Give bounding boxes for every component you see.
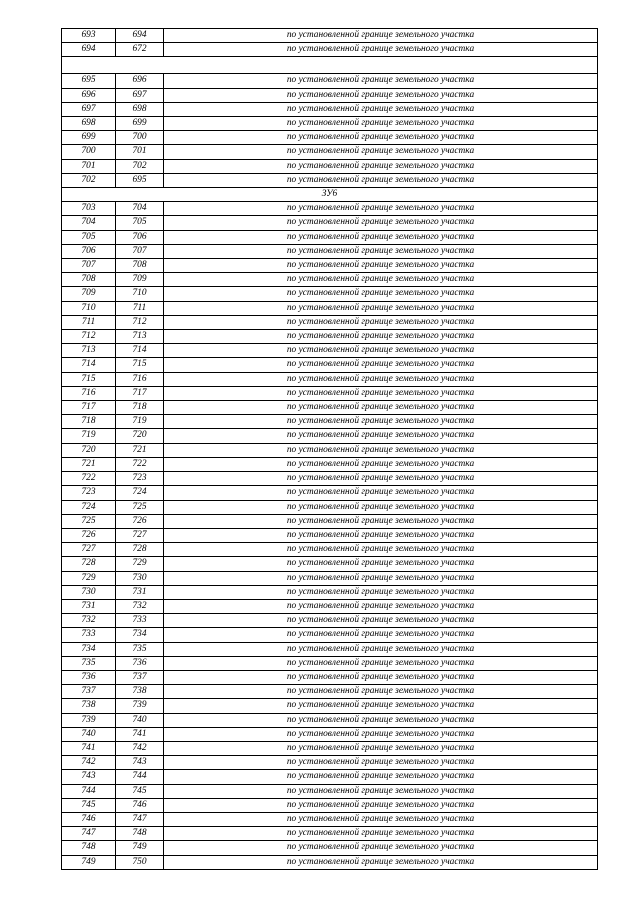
section-row [62, 57, 598, 74]
table-row [62, 741, 598, 755]
point-from-cell: 705 [62, 230, 116, 244]
point-to-cell: 722 [116, 457, 164, 471]
table-row [62, 784, 598, 798]
point-from-cell: 715 [62, 372, 116, 386]
table-row [62, 670, 598, 684]
boundary-description-cell: по установленной границе земельного участка [164, 827, 598, 841]
point-to-cell: 707 [116, 244, 164, 258]
point-to-cell: 732 [116, 599, 164, 613]
point-to-cell: 695 [116, 173, 164, 187]
boundary-description-cell: по установленной границе земельного участка [164, 798, 598, 812]
table-row [62, 543, 598, 557]
point-to-cell: 740 [116, 713, 164, 727]
boundary-description-cell: по установленной границе земельного участка [164, 43, 598, 57]
point-from-cell: 732 [62, 614, 116, 628]
point-to-cell: 702 [116, 159, 164, 173]
table-row [62, 415, 598, 429]
point-to-cell: 708 [116, 259, 164, 273]
point-from-cell: 724 [62, 500, 116, 514]
table-row [62, 699, 598, 713]
table-row [62, 827, 598, 841]
boundary-table [61, 28, 598, 870]
table-body [62, 29, 598, 870]
table-row [62, 812, 598, 826]
point-from-cell: 743 [62, 770, 116, 784]
table-row [62, 173, 598, 187]
boundary-description-cell: по установленной границе земельного участка [164, 628, 598, 642]
table-row [62, 29, 598, 43]
point-from-cell: 719 [62, 429, 116, 443]
point-to-cell: 709 [116, 273, 164, 287]
point-to-cell: 701 [116, 145, 164, 159]
point-from-cell: 710 [62, 301, 116, 315]
point-to-cell: 726 [116, 514, 164, 528]
table-row [62, 855, 598, 869]
boundary-description-cell: по установленной границе земельного участка [164, 401, 598, 415]
boundary-description-cell: по установленной границе земельного участка [164, 429, 598, 443]
point-from-cell: 727 [62, 543, 116, 557]
boundary-description-cell: по установленной границе земельного участка [164, 131, 598, 145]
boundary-description-cell: по установленной границе земельного участка [164, 670, 598, 684]
point-to-cell: 719 [116, 415, 164, 429]
point-from-cell: 749 [62, 855, 116, 869]
boundary-description-cell: по установленной границе земельного участка [164, 159, 598, 173]
point-from-cell: 735 [62, 656, 116, 670]
table-row [62, 557, 598, 571]
point-from-cell: 718 [62, 415, 116, 429]
point-to-cell: 694 [116, 29, 164, 43]
boundary-description-cell: по установленной границе земельного участка [164, 699, 598, 713]
boundary-description-cell: по установленной границе земельного участка [164, 287, 598, 301]
point-to-cell: 743 [116, 756, 164, 770]
point-to-cell: 737 [116, 670, 164, 684]
boundary-description-cell: по установленной границе земельного участка [164, 145, 598, 159]
boundary-description-cell: по установленной границе земельного участка [164, 486, 598, 500]
boundary-description-cell: по установленной границе земельного участка [164, 841, 598, 855]
table-row [62, 43, 598, 57]
table-row [62, 585, 598, 599]
table-row [62, 571, 598, 585]
boundary-description-cell: по установленной границе земельного участка [164, 528, 598, 542]
point-to-cell: 723 [116, 472, 164, 486]
boundary-description-cell: по установленной границе земельного участка [164, 557, 598, 571]
point-from-cell: 747 [62, 827, 116, 841]
point-from-cell: 700 [62, 145, 116, 159]
point-to-cell: 713 [116, 330, 164, 344]
point-to-cell: 712 [116, 315, 164, 329]
table-row [62, 628, 598, 642]
table-row [62, 372, 598, 386]
table-row [62, 273, 598, 287]
point-from-cell: 744 [62, 784, 116, 798]
table-row [62, 841, 598, 855]
point-to-cell: 716 [116, 372, 164, 386]
table-row [62, 713, 598, 727]
boundary-table-container [61, 28, 597, 870]
table-row [62, 358, 598, 372]
point-to-cell: 706 [116, 230, 164, 244]
point-to-cell: 711 [116, 301, 164, 315]
table-row [62, 486, 598, 500]
point-to-cell: 735 [116, 642, 164, 656]
boundary-description-cell: по установленной границе земельного участка [164, 344, 598, 358]
table-row [62, 685, 598, 699]
point-to-cell: 724 [116, 486, 164, 500]
table-row [62, 386, 598, 400]
section-row [62, 188, 598, 202]
section-title: ЗУ6 [62, 188, 598, 202]
boundary-description-cell: по установленной границе земельного участка [164, 202, 598, 216]
point-from-cell: 728 [62, 557, 116, 571]
point-from-cell: 712 [62, 330, 116, 344]
point-to-cell: 750 [116, 855, 164, 869]
boundary-description-cell: по установленной границе земельного участка [164, 685, 598, 699]
boundary-description-cell: по установленной границе земельного участка [164, 571, 598, 585]
boundary-description-cell: по установленной границе земельного участка [164, 543, 598, 557]
point-to-cell: 734 [116, 628, 164, 642]
boundary-description-cell: по установленной границе земельного участка [164, 599, 598, 613]
point-to-cell: 720 [116, 429, 164, 443]
point-to-cell: 738 [116, 685, 164, 699]
boundary-description-cell: по установленной границе земельного участка [164, 386, 598, 400]
table-row [62, 102, 598, 116]
table-row [62, 159, 598, 173]
table-row [62, 117, 598, 131]
point-from-cell: 722 [62, 472, 116, 486]
point-from-cell: 723 [62, 486, 116, 500]
point-from-cell: 697 [62, 102, 116, 116]
table-row [62, 656, 598, 670]
point-to-cell: 727 [116, 528, 164, 542]
point-to-cell: 710 [116, 287, 164, 301]
boundary-description-cell: по установленной границе земельного участка [164, 812, 598, 826]
boundary-description-cell: по установленной границе земельного участка [164, 784, 598, 798]
point-from-cell: 698 [62, 117, 116, 131]
table-row [62, 315, 598, 329]
point-to-cell: 731 [116, 585, 164, 599]
point-from-cell: 729 [62, 571, 116, 585]
boundary-description-cell: по установленной границе земельного участка [164, 358, 598, 372]
boundary-description-cell: по установленной границе земельного участка [164, 74, 598, 88]
point-from-cell: 721 [62, 457, 116, 471]
boundary-description-cell: по установленной границе земельного участка [164, 585, 598, 599]
point-from-cell: 716 [62, 386, 116, 400]
boundary-description-cell: по установленной границе земельного участка [164, 88, 598, 102]
boundary-description-cell: по установленной границе земельного участка [164, 514, 598, 528]
table-row [62, 500, 598, 514]
point-from-cell: 734 [62, 642, 116, 656]
boundary-description-cell: по установленной границе земельного участка [164, 173, 598, 187]
table-row [62, 301, 598, 315]
point-from-cell: 703 [62, 202, 116, 216]
table-row [62, 798, 598, 812]
boundary-description-cell: по установленной границе земельного участка [164, 230, 598, 244]
table-row [62, 145, 598, 159]
point-from-cell: 709 [62, 287, 116, 301]
point-from-cell: 717 [62, 401, 116, 415]
table-row [62, 202, 598, 216]
point-from-cell: 704 [62, 216, 116, 230]
table-row [62, 528, 598, 542]
point-from-cell: 725 [62, 514, 116, 528]
point-to-cell: 699 [116, 117, 164, 131]
point-to-cell: 745 [116, 784, 164, 798]
boundary-description-cell: по установленной границе земельного участка [164, 29, 598, 43]
point-from-cell: 713 [62, 344, 116, 358]
point-to-cell: 725 [116, 500, 164, 514]
boundary-description-cell: по установленной границе земельного участка [164, 330, 598, 344]
point-to-cell: 741 [116, 727, 164, 741]
table-row [62, 642, 598, 656]
point-from-cell: 701 [62, 159, 116, 173]
point-from-cell: 694 [62, 43, 116, 57]
table-row [62, 287, 598, 301]
table-row [62, 457, 598, 471]
table-row [62, 472, 598, 486]
point-from-cell: 741 [62, 741, 116, 755]
table-row [62, 443, 598, 457]
boundary-description-cell: по установленной границе земельного участка [164, 855, 598, 869]
point-to-cell: 746 [116, 798, 164, 812]
point-from-cell: 733 [62, 628, 116, 642]
point-to-cell: 733 [116, 614, 164, 628]
table-row [62, 259, 598, 273]
point-from-cell: 737 [62, 685, 116, 699]
point-from-cell: 726 [62, 528, 116, 542]
point-to-cell: 742 [116, 741, 164, 755]
point-from-cell: 746 [62, 812, 116, 826]
table-row [62, 614, 598, 628]
section-title [62, 57, 598, 74]
point-from-cell: 693 [62, 29, 116, 43]
point-from-cell: 745 [62, 798, 116, 812]
point-from-cell: 731 [62, 599, 116, 613]
point-to-cell: 736 [116, 656, 164, 670]
table-row [62, 599, 598, 613]
point-to-cell: 672 [116, 43, 164, 57]
point-from-cell: 699 [62, 131, 116, 145]
boundary-description-cell: по установленной границе земельного участка [164, 756, 598, 770]
point-to-cell: 721 [116, 443, 164, 457]
boundary-description-cell: по установленной границе земельного участка [164, 273, 598, 287]
boundary-description-cell: по установленной границе земельного участка [164, 117, 598, 131]
point-to-cell: 749 [116, 841, 164, 855]
table-row [62, 74, 598, 88]
point-to-cell: 704 [116, 202, 164, 216]
point-to-cell: 715 [116, 358, 164, 372]
point-to-cell: 739 [116, 699, 164, 713]
point-to-cell: 696 [116, 74, 164, 88]
point-to-cell: 730 [116, 571, 164, 585]
point-to-cell: 717 [116, 386, 164, 400]
boundary-description-cell: по установленной границе земельного участка [164, 244, 598, 258]
point-from-cell: 696 [62, 88, 116, 102]
point-from-cell: 742 [62, 756, 116, 770]
table-row [62, 344, 598, 358]
table-row [62, 330, 598, 344]
point-from-cell: 711 [62, 315, 116, 329]
point-from-cell: 739 [62, 713, 116, 727]
point-from-cell: 730 [62, 585, 116, 599]
boundary-description-cell: по установленной границе земельного участка [164, 741, 598, 755]
table-row [62, 727, 598, 741]
boundary-description-cell: по установленной границе земельного участка [164, 301, 598, 315]
point-to-cell: 718 [116, 401, 164, 415]
table-row [62, 514, 598, 528]
point-to-cell: 700 [116, 131, 164, 145]
boundary-description-cell: по установленной границе земельного участка [164, 642, 598, 656]
point-to-cell: 698 [116, 102, 164, 116]
point-from-cell: 695 [62, 74, 116, 88]
table-row [62, 244, 598, 258]
point-to-cell: 714 [116, 344, 164, 358]
point-from-cell: 720 [62, 443, 116, 457]
boundary-description-cell: по установленной границе земельного участка [164, 500, 598, 514]
table-row [62, 131, 598, 145]
point-from-cell: 738 [62, 699, 116, 713]
point-to-cell: 697 [116, 88, 164, 102]
boundary-description-cell: по установленной границе земельного участка [164, 259, 598, 273]
point-to-cell: 744 [116, 770, 164, 784]
point-to-cell: 748 [116, 827, 164, 841]
table-row [62, 88, 598, 102]
boundary-description-cell: по установленной границе земельного участка [164, 727, 598, 741]
point-from-cell: 740 [62, 727, 116, 741]
boundary-description-cell: по установленной границе земельного участка [164, 443, 598, 457]
table-row [62, 401, 598, 415]
point-to-cell: 705 [116, 216, 164, 230]
point-to-cell: 728 [116, 543, 164, 557]
boundary-description-cell: по установленной границе земельного участка [164, 457, 598, 471]
point-to-cell: 747 [116, 812, 164, 826]
point-from-cell: 706 [62, 244, 116, 258]
table-row [62, 756, 598, 770]
boundary-description-cell: по установленной границе земельного участка [164, 216, 598, 230]
boundary-description-cell: по установленной границе земельного участка [164, 102, 598, 116]
boundary-description-cell: по установленной границе земельного участка [164, 415, 598, 429]
boundary-description-cell: по установленной границе земельного участка [164, 614, 598, 628]
table-row [62, 770, 598, 784]
point-from-cell: 708 [62, 273, 116, 287]
boundary-description-cell: по установленной границе земельного участка [164, 656, 598, 670]
boundary-description-cell: по установленной границе земельного участка [164, 472, 598, 486]
point-to-cell: 729 [116, 557, 164, 571]
boundary-description-cell: по установленной границе земельного участка [164, 713, 598, 727]
boundary-description-cell: по установленной границе земельного участка [164, 372, 598, 386]
point-from-cell: 736 [62, 670, 116, 684]
boundary-description-cell: по установленной границе земельного участка [164, 315, 598, 329]
point-from-cell: 707 [62, 259, 116, 273]
table-row [62, 429, 598, 443]
table-row [62, 216, 598, 230]
point-from-cell: 702 [62, 173, 116, 187]
table-row [62, 230, 598, 244]
boundary-description-cell: по установленной границе земельного участка [164, 770, 598, 784]
point-from-cell: 748 [62, 841, 116, 855]
point-from-cell: 714 [62, 358, 116, 372]
